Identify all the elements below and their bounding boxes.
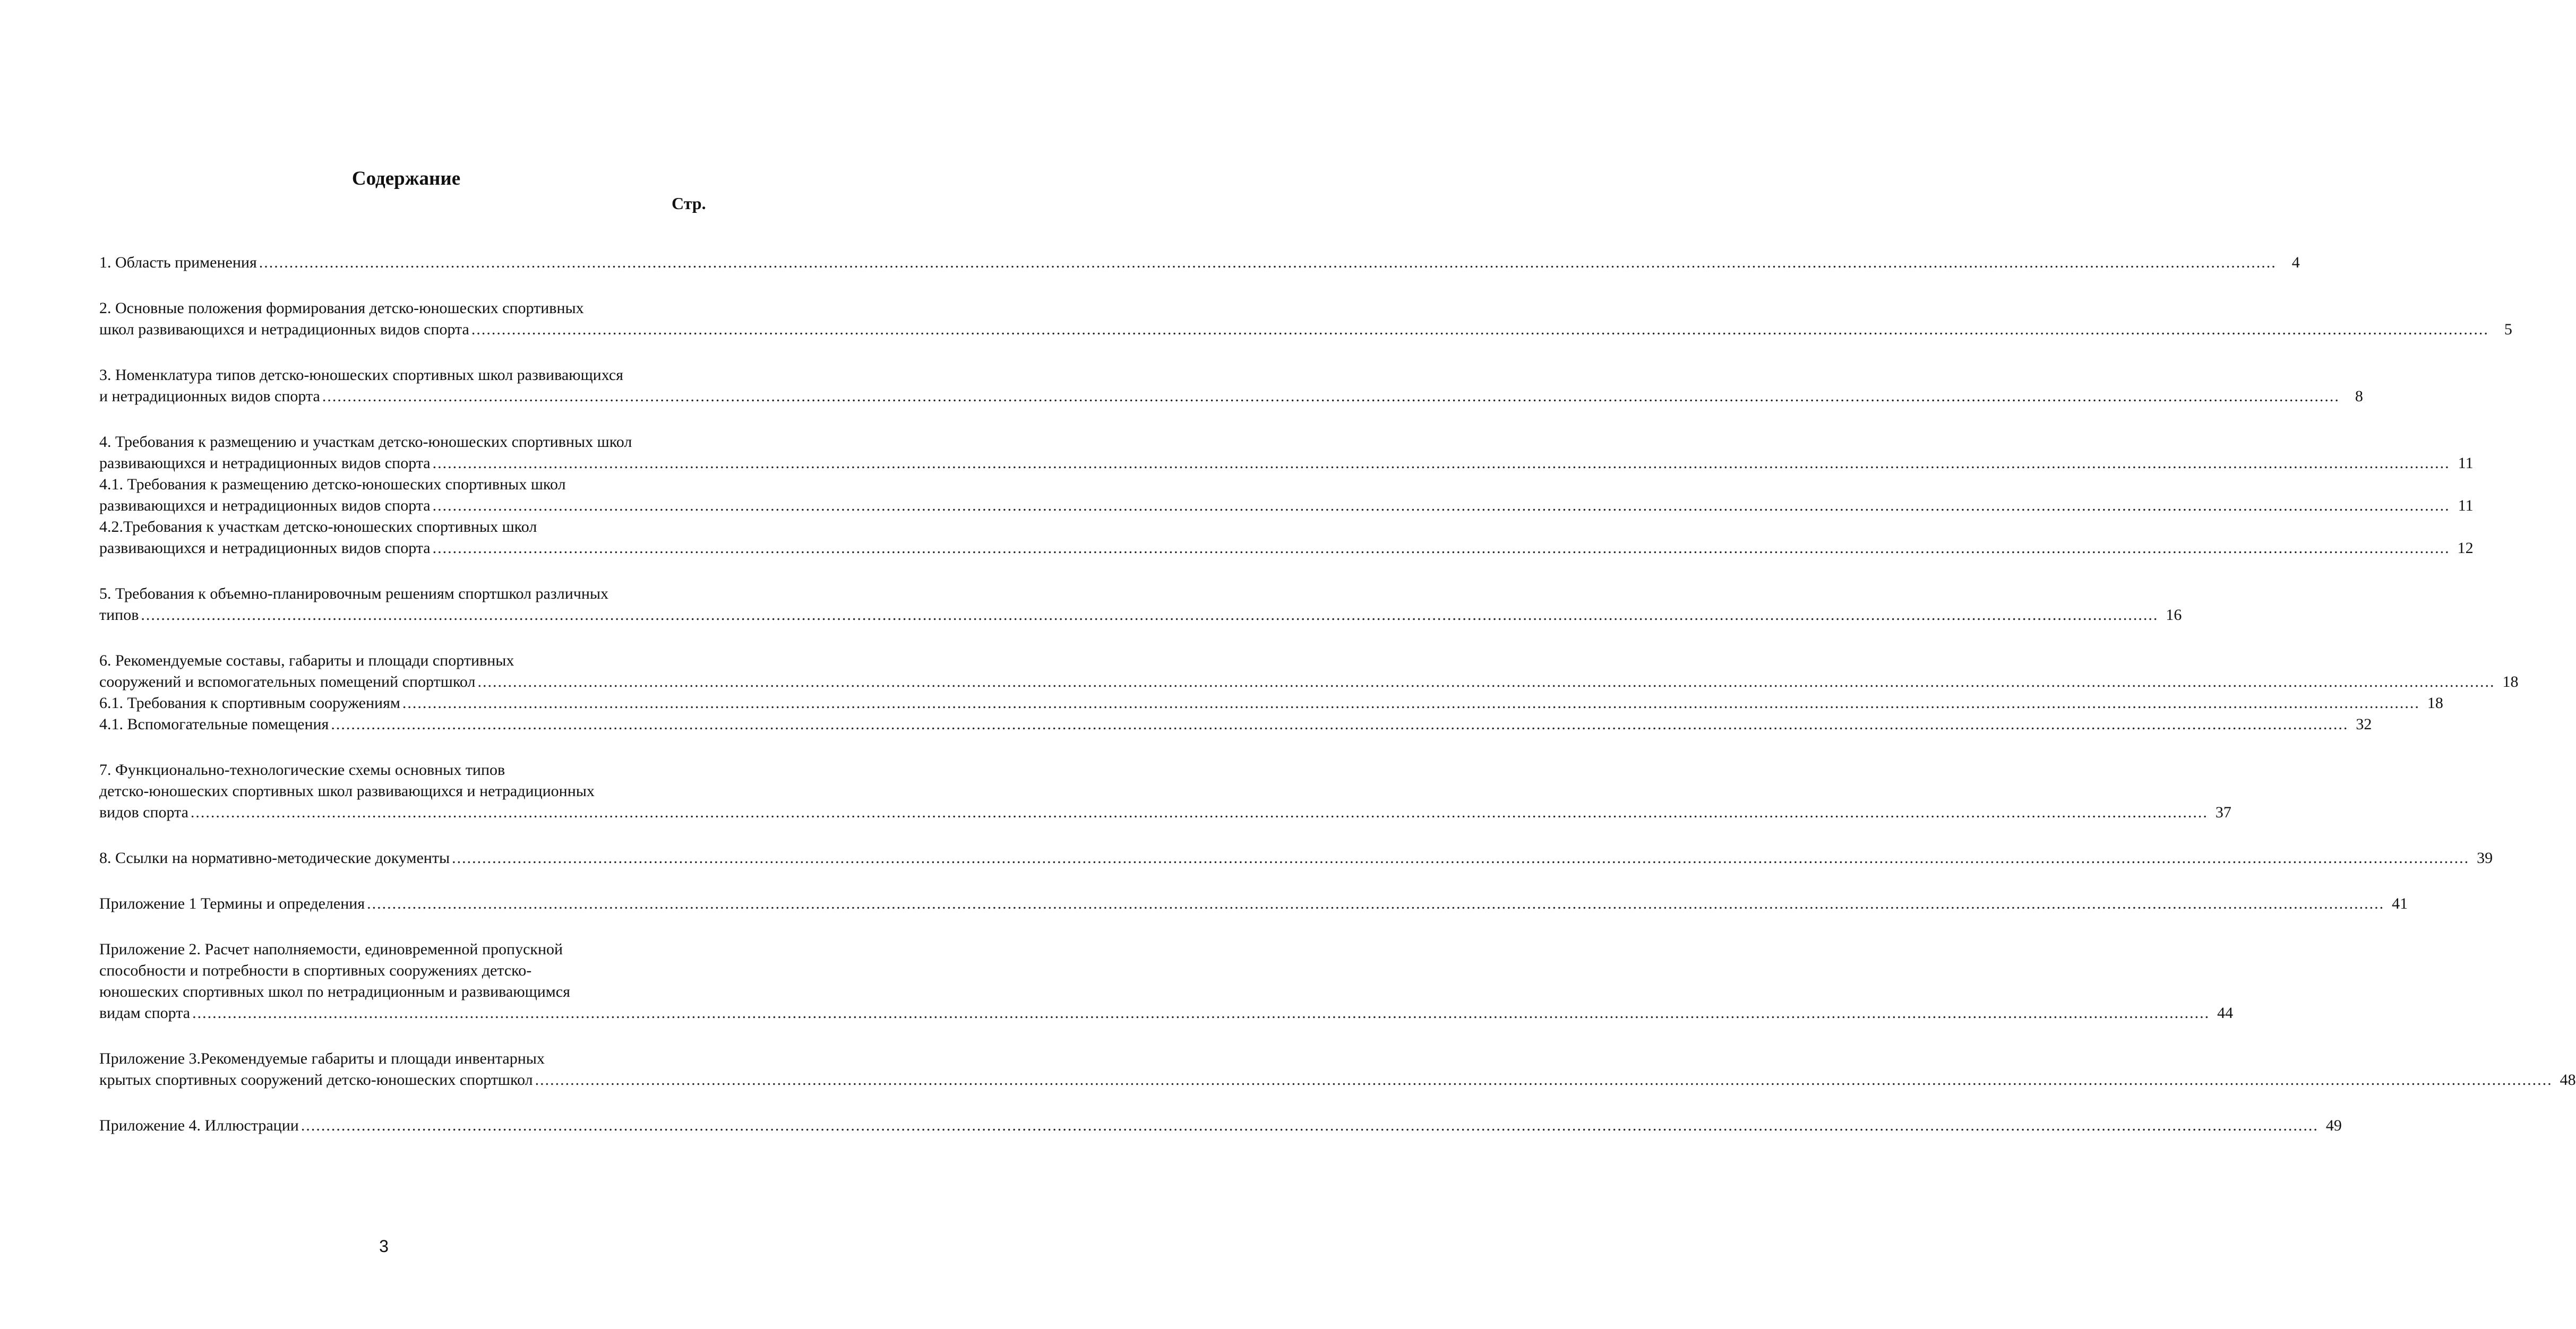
toc-entry-page: 41 [2392, 895, 2408, 912]
toc-entry [99, 714, 2372, 735]
dot-leader: ................................................................................................................................................................................................................................................................................................................................................................................................................ [477, 673, 2495, 691]
entry-gap [99, 407, 717, 432]
toc-entry [99, 760, 2231, 823]
toc-entry-page: 48 [2560, 1071, 2576, 1089]
toc-entry-line: юношеских спортивных школ по нетрадиционным и развивающимся [99, 983, 570, 1000]
toc-entry-text: 4.1. Вспомогательные помещения [99, 715, 329, 733]
toc-entry [99, 848, 2493, 869]
toc-entry-last-line [99, 1115, 2342, 1136]
toc-entry-page: 8 [2355, 387, 2363, 405]
toc-entry-text: 8. Ссылки на нормативно-методические документы [99, 849, 450, 867]
toc-entry-text: развивающихся и нетрадиционных видов спорта [99, 497, 431, 514]
toc-entry-line: 4. Требования к размещению и участкам детско-юношеских спортивных школ [99, 433, 632, 451]
entry-gap [99, 626, 717, 650]
toc-entry-text: видов спорта [99, 804, 188, 821]
dot-leader: ................................................................................................................................................................................................................................................................................................................................................................................................................ [322, 387, 2340, 405]
toc-entry-page: 12 [2457, 539, 2474, 557]
toc-entry-page: 18 [2427, 694, 2443, 712]
toc-entry-last-line [99, 802, 2231, 823]
toc-entry-line: 5. Требования к объемно-планировочным решениям спортшкол различных [99, 585, 609, 602]
toc-entry-text: сооружений и вспомогательных помещений спортшкол [99, 673, 476, 691]
toc-entry-text: 1. Область применения [99, 254, 257, 271]
toc-entry-line: 4.2.Требования к участкам детско-юношеских спортивных школ [99, 518, 537, 536]
toc-entry-last-line [99, 1069, 2576, 1091]
toc-entry-page: 5 [2504, 321, 2512, 338]
toc-entry-last-line [99, 671, 2519, 693]
toc-entry [99, 516, 2474, 559]
toc-entry-line: способности и потребности в спортивных сооружениях детско- [99, 962, 532, 979]
dot-leader: ................................................................................................................................................................................................................................................................................................................................................................................................................ [402, 694, 2420, 712]
entry-gap [99, 559, 717, 583]
document-title: Содержание [351, 168, 461, 189]
dot-leader: ................................................................................................................................................................................................................................................................................................................................................................................................................ [331, 715, 2349, 733]
toc-entry-text: Приложение 4. Иллюстрации [99, 1117, 299, 1134]
toc-entry-last-line [99, 893, 2408, 914]
toc-entry-page: 16 [2166, 606, 2182, 624]
toc-entry-last-line [99, 848, 2493, 869]
page-column-label: Стр. [672, 194, 706, 213]
dot-leader: ................................................................................................................................................................................................................................................................................................................................................................................................................ [259, 254, 2277, 271]
dot-leader: ................................................................................................................................................................................................................................................................................................................................................................................................................ [432, 454, 2450, 472]
toc-entry-text: крытых спортивных сооружений детско-юношеских спортшкол [99, 1071, 533, 1089]
dot-leader: ................................................................................................................................................................................................................................................................................................................................................................................................................ [432, 539, 2450, 557]
toc-entry-text: и нетрадиционных видов спорта [99, 387, 320, 405]
entry-gap [99, 1024, 717, 1048]
toc-entry-text: развивающихся и нетрадиционных видов спорта [99, 539, 431, 557]
entry-gap [99, 735, 717, 760]
dot-leader: ................................................................................................................................................................................................................................................................................................................................................................................................................ [432, 497, 2450, 514]
toc-entry-line: 6. Рекомендуемые составы, габариты и площади спортивных [99, 652, 514, 669]
toc-entry-page: 44 [2217, 1004, 2234, 1022]
toc-entry [99, 1048, 2576, 1091]
toc-entry-page: 11 [2458, 454, 2474, 472]
toc-entry [99, 1115, 2342, 1136]
toc-entry [99, 298, 2512, 340]
toc-entry-text: развивающихся и нетрадиционных видов спорта [99, 454, 431, 472]
toc-entry-last-line [99, 386, 2363, 407]
toc-entry-text: типов [99, 606, 139, 624]
table-of-contents [99, 252, 2576, 1136]
dot-leader: ................................................................................................................................................................................................................................................................................................................................................................................................................ [535, 1071, 2553, 1089]
toc-entry-text: школ развивающихся и нетрадиционных видов спорта [99, 321, 469, 338]
toc-entry [99, 252, 2300, 273]
toc-entry-last-line [99, 605, 2182, 626]
toc-entry [99, 365, 2363, 407]
toc-entry-page: 4 [2291, 254, 2300, 271]
dot-leader: ................................................................................................................................................................................................................................................................................................................................................................................................................ [471, 321, 2489, 338]
entry-gap [99, 914, 717, 939]
dot-leader: ................................................................................................................................................................................................................................................................................................................................................................................................................ [452, 849, 2470, 867]
toc-entry [99, 432, 2474, 474]
toc-entry-page: 37 [2215, 804, 2231, 821]
toc-entry-line: детско-юношеских спортивных школ развивающихся и нетрадиционных [99, 782, 595, 800]
toc-entry-text: Приложение 1 Термины и определения [99, 895, 365, 912]
toc-entry-page: 18 [2502, 673, 2519, 691]
toc-entry-line: 3. Номенклатура типов детско-юношеских спортивных школ развивающихся [99, 366, 623, 384]
dot-leader: ................................................................................................................................................................................................................................................................................................................................................................................................................ [300, 1117, 2319, 1134]
entry-gap [99, 340, 717, 365]
toc-entry [99, 474, 2474, 516]
toc-entry-line: 7. Функционально-технологические схемы основных типов [99, 761, 505, 779]
toc-entry-text: видам спорта [99, 1004, 191, 1022]
entry-gap [99, 869, 717, 893]
toc-entry [99, 583, 2182, 626]
toc-entry-last-line [99, 714, 2372, 735]
toc-entry-line: Приложение 3.Рекомендуемые габариты и площади инвентарных [99, 1050, 545, 1067]
toc-entry-last-line [99, 1003, 2234, 1024]
entry-gap [99, 823, 717, 848]
toc-entry-last-line [99, 693, 2443, 714]
toc-entry-page: 11 [2458, 497, 2474, 514]
toc-entry-page: 32 [2356, 715, 2372, 733]
dot-leader: ................................................................................................................................................................................................................................................................................................................................................................................................................ [190, 804, 2208, 821]
toc-entry-page: 49 [2325, 1117, 2342, 1134]
dot-leader: ................................................................................................................................................................................................................................................................................................................................................................................................................ [192, 1004, 2210, 1022]
page-number: 3 [379, 1237, 389, 1256]
entry-gap [99, 1091, 717, 1115]
toc-entry [99, 893, 2408, 914]
entry-gap [99, 273, 717, 298]
toc-entry-last-line [99, 453, 2474, 474]
toc-entry [99, 939, 2234, 1024]
toc-entry-page: 39 [2477, 849, 2493, 867]
toc-entry-last-line [99, 495, 2474, 516]
toc-entry [99, 650, 2519, 693]
dot-leader: ................................................................................................................................................................................................................................................................................................................................................................................................................ [141, 606, 2159, 624]
toc-entry-line: 4.1. Требования к размещению детско-юношеских спортивных школ [99, 476, 566, 493]
toc-entry-line: 2. Основные положения формирования детско-юношеских спортивных [99, 299, 584, 317]
toc-entry-text: 6.1. Требования к спортивным сооружениям [99, 694, 400, 712]
dot-leader: ................................................................................................................................................................................................................................................................................................................................................................................................................ [367, 895, 2385, 912]
toc-entry [99, 693, 2443, 714]
toc-entry-line: Приложение 2. Расчет наполняемости, единовременной пропускной [99, 940, 563, 958]
toc-entry-last-line [99, 538, 2474, 559]
toc-entry-last-line [99, 319, 2512, 340]
toc-entry-last-line [99, 252, 2300, 273]
